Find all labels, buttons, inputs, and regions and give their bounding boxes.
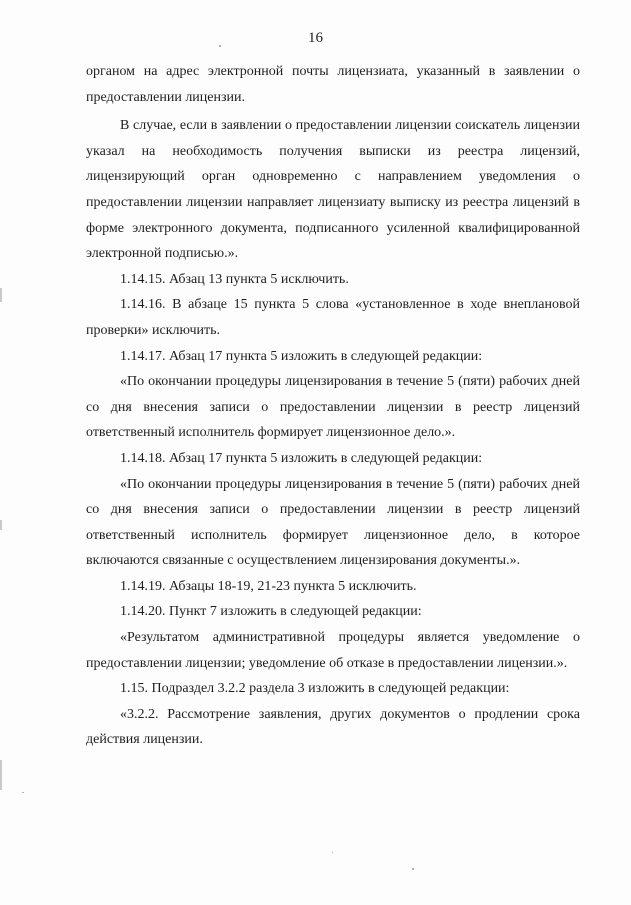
paragraph-quote-1: «По окончании процедуры лицензирования в течение 5 (пяти) рабочих дней со дня внесения записи о предоставлении лицензии в реестр лицензий ответственный исполнитель формирует лицензионное дело.». bbox=[86, 374, 580, 441]
paragraph-quote-3: «Результатом административной процедуры является уведомление о предоставлении лицензии; уведомление об отказе в предоставлении лицензии.». bbox=[86, 630, 580, 671]
scan-edge-mark bbox=[0, 760, 2, 790]
paragraph-continuation: органом на адрес электронной почты лицензиата, указанный в заявлении о предоставлении лицензии. bbox=[86, 64, 580, 105]
paragraph-1-14-15: 1.14.15. Абзац 13 пункта 5 исключить. bbox=[120, 271, 349, 287]
paragraph-1-14-19: 1.14.19. Абзацы 18-19, 21-23 пункта 5 исключить. bbox=[120, 578, 417, 594]
paragraph-1-15: 1.15. Подраздел 3.2.2 раздела 3 изложить в следующей редакции: bbox=[120, 681, 510, 697]
scan-edge-mark bbox=[0, 520, 2, 530]
scan-speck bbox=[22, 792, 24, 793]
paragraph-3-2-2: «3.2.2. Рассмотрение заявления, других документов о продлении срока действия лицензии. bbox=[86, 706, 580, 748]
page-number: 16 bbox=[308, 30, 323, 46]
paragraph-1-14-18: 1.14.18. Абзац 17 пункта 5 изложить в следующей редакции: bbox=[120, 450, 483, 466]
scan-speck bbox=[219, 45, 221, 47]
scan-edge-mark bbox=[0, 288, 2, 302]
document-body bbox=[86, 59, 580, 753]
paragraph-extract-request: В случае, если в заявлении о предоставлении лицензии соискатель лицензии указал на необходимость получения выписки из реестра лицензий, лицензирующий орган одновременно с направлением уведомления о предоставлении лицензии направляет лицензиату выписку из реестра лицензий в форме электронного документа, подписанного усиленной квалифицированной электронной подписью.». bbox=[86, 118, 580, 262]
paragraph-1-14-17: 1.14.17. Абзац 17 пункта 5 изложить в следующей редакции: bbox=[120, 348, 483, 364]
paragraph-1-14-20: 1.14.20. Пункт 7 изложить в следующей редакции: bbox=[120, 604, 422, 620]
paragraph-1-14-16: 1.14.16. В абзаце 15 пункта 5 слова «установленное в ходе внеплановой проверки» исключить. bbox=[86, 297, 580, 338]
scan-speck bbox=[412, 868, 414, 870]
scan-speck bbox=[332, 852, 333, 853]
paragraph-quote-2: «По окончании процедуры лицензирования в течение 5 (пяти) рабочих дней со дня внесения записи о предоставлении лицензии в реестр лицензий ответственный исполнитель формирует лицензионное дело, в которое включаются связанные с осуществлением лицензирования документы.». bbox=[86, 476, 580, 569]
